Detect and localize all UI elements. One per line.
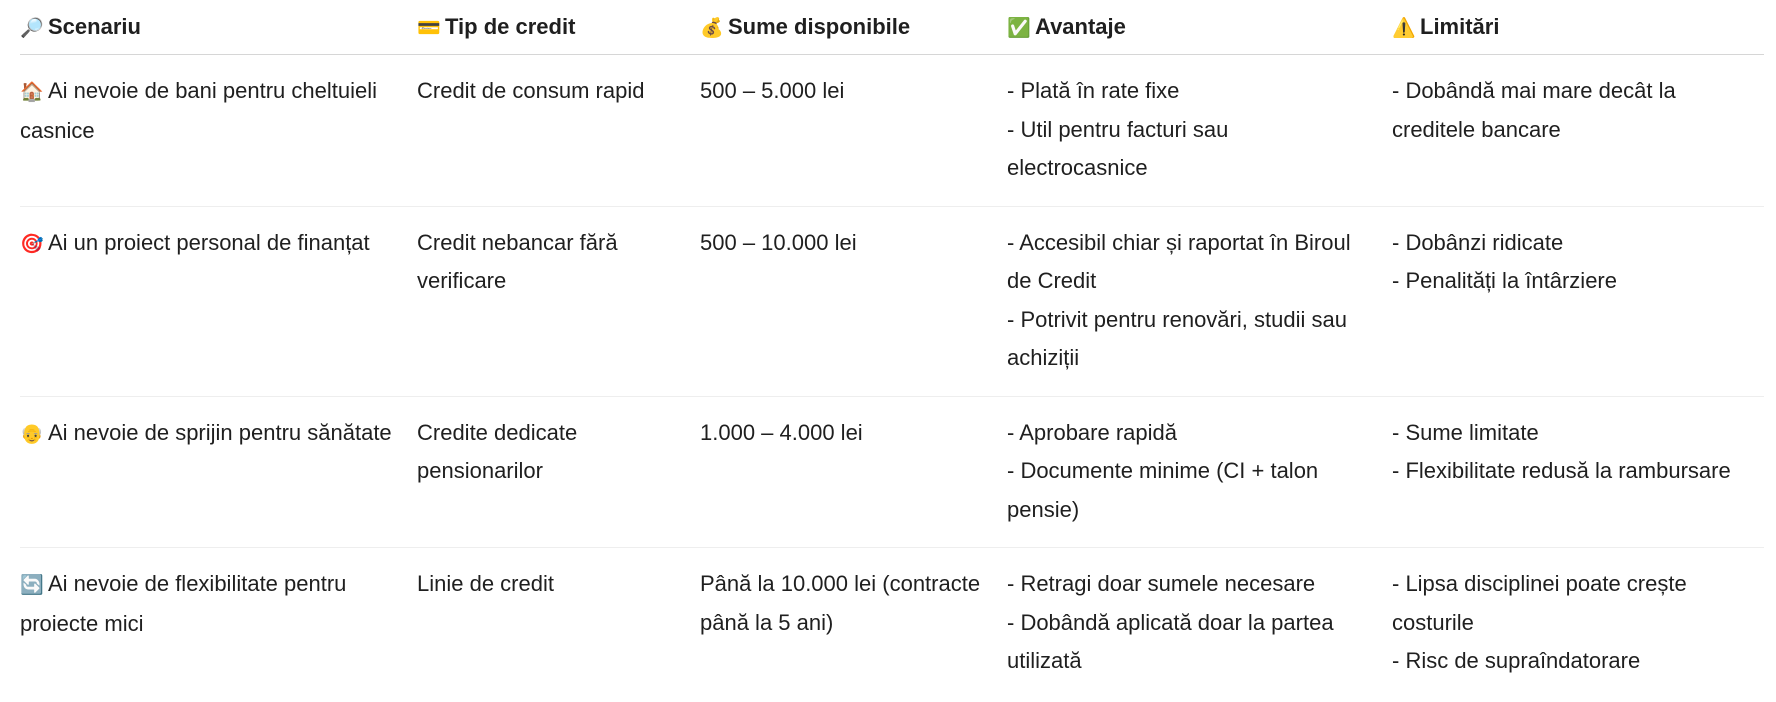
- header-avantaje: [1007, 0, 1392, 55]
- limitation-item: - Penalități la întârziere: [1392, 268, 1617, 293]
- table-row: [20, 548, 1764, 699]
- magnifier-icon: 🔎: [20, 17, 44, 39]
- cell-limitations: [1392, 55, 1764, 207]
- header-label: Scenariu: [48, 14, 141, 39]
- check-mark-icon: ✅: [1007, 17, 1031, 39]
- table-row: [20, 396, 1764, 548]
- limitation-item: - Sume limitate: [1392, 419, 1539, 445]
- advantage-item: - Documente minime (CI + talon pensie): [1007, 458, 1319, 522]
- cell-scenario: [20, 548, 417, 699]
- target-icon: 🎯: [20, 232, 44, 255]
- table-header-row: [20, 0, 1764, 55]
- advantage-item: - Dobândă aplicată doar la partea utilizată: [1007, 609, 1334, 673]
- advantage-item: - Util pentru facturi sau electrocasnice: [1007, 116, 1229, 180]
- header-label: Sume disponibile: [728, 14, 911, 39]
- cell-scenario: [20, 55, 417, 207]
- advantage-item: - Accesibil chiar și raportat în Biroul de Credit: [1007, 229, 1351, 293]
- cell-limitations: [1392, 206, 1764, 396]
- header-label: Limitări: [1420, 14, 1500, 39]
- warning-icon: ⚠️: [1392, 17, 1416, 39]
- cell-amounts: 1.000 – 4.000 lei: [700, 396, 1007, 548]
- cell-amounts: Până la 10.000 lei (contracte până la 5 ani): [700, 571, 981, 635]
- table-row: [20, 206, 1764, 396]
- limitation-item: - Flexibilitate redusă la rambursare: [1392, 458, 1731, 483]
- advantage-item: - Aprobare rapidă: [1007, 419, 1177, 445]
- limitation-item: - Dobândă mai mare decât la creditele bancare: [1392, 78, 1676, 142]
- header-limitari: [1392, 0, 1764, 55]
- header-label: Avantaje: [1035, 14, 1126, 39]
- refresh-icon: 🔄: [20, 574, 44, 596]
- cell-advantages: [1007, 55, 1392, 207]
- elderly-person-icon: 👴: [20, 422, 44, 445]
- cell-credit-type: Linie de credit: [417, 571, 554, 596]
- header-scenariu: [20, 0, 417, 55]
- advantage-item: - Retragi doar sumele necesare: [1007, 571, 1316, 596]
- cell-advantages: [1007, 206, 1392, 396]
- header-sume-disponibile: [700, 0, 1007, 55]
- cell-advantages: [1007, 548, 1392, 699]
- cell-credit-type: Credit nebancar fără verificare: [417, 206, 700, 396]
- header-label: Tip de credit: [445, 14, 576, 39]
- cell-amounts: 500 – 5.000 lei: [700, 55, 1007, 207]
- advantage-item: - Plată în rate fixe: [1007, 78, 1180, 103]
- cell-scenario: [20, 396, 417, 548]
- limitation-item: - Risc de supraîndatorare: [1392, 648, 1641, 673]
- house-icon: 🏠: [20, 81, 44, 103]
- scenario-text: Ai nevoie de bani pentru cheltuieli casnice: [20, 78, 378, 143]
- cell-limitations: [1392, 396, 1764, 548]
- advantage-item: - Potrivit pentru renovări, studii sau achiziții: [1007, 306, 1347, 370]
- cell-scenario: [20, 206, 417, 396]
- credit-comparison-table: [20, 0, 1764, 699]
- limitation-item: - Lipsa disciplinei poate crește costurile: [1392, 571, 1687, 635]
- cell-limitations: [1392, 548, 1764, 699]
- cell-amounts: 500 – 10.000 lei: [700, 206, 1007, 396]
- cell-advantages: [1007, 396, 1392, 548]
- header-tip-credit: [417, 0, 700, 55]
- cell-credit-type: Credite dedicate pensionarilor: [417, 396, 700, 548]
- credit-comparison-table-container: [20, 0, 1764, 699]
- table-row: [20, 55, 1764, 207]
- scenario-text: Ai un proiect personal de finanțat: [48, 229, 370, 255]
- cell-credit-type: Credit de consum rapid: [417, 55, 700, 207]
- scenario-text: Ai nevoie de sprijin pentru sănătate: [48, 419, 392, 445]
- scenario-text: Ai nevoie de flexibilitate pentru proiecte mici: [20, 571, 347, 636]
- credit-card-icon: 💳: [417, 17, 441, 39]
- money-bag-icon: 💰: [700, 17, 724, 39]
- limitation-item: - Dobânzi ridicate: [1392, 229, 1564, 255]
